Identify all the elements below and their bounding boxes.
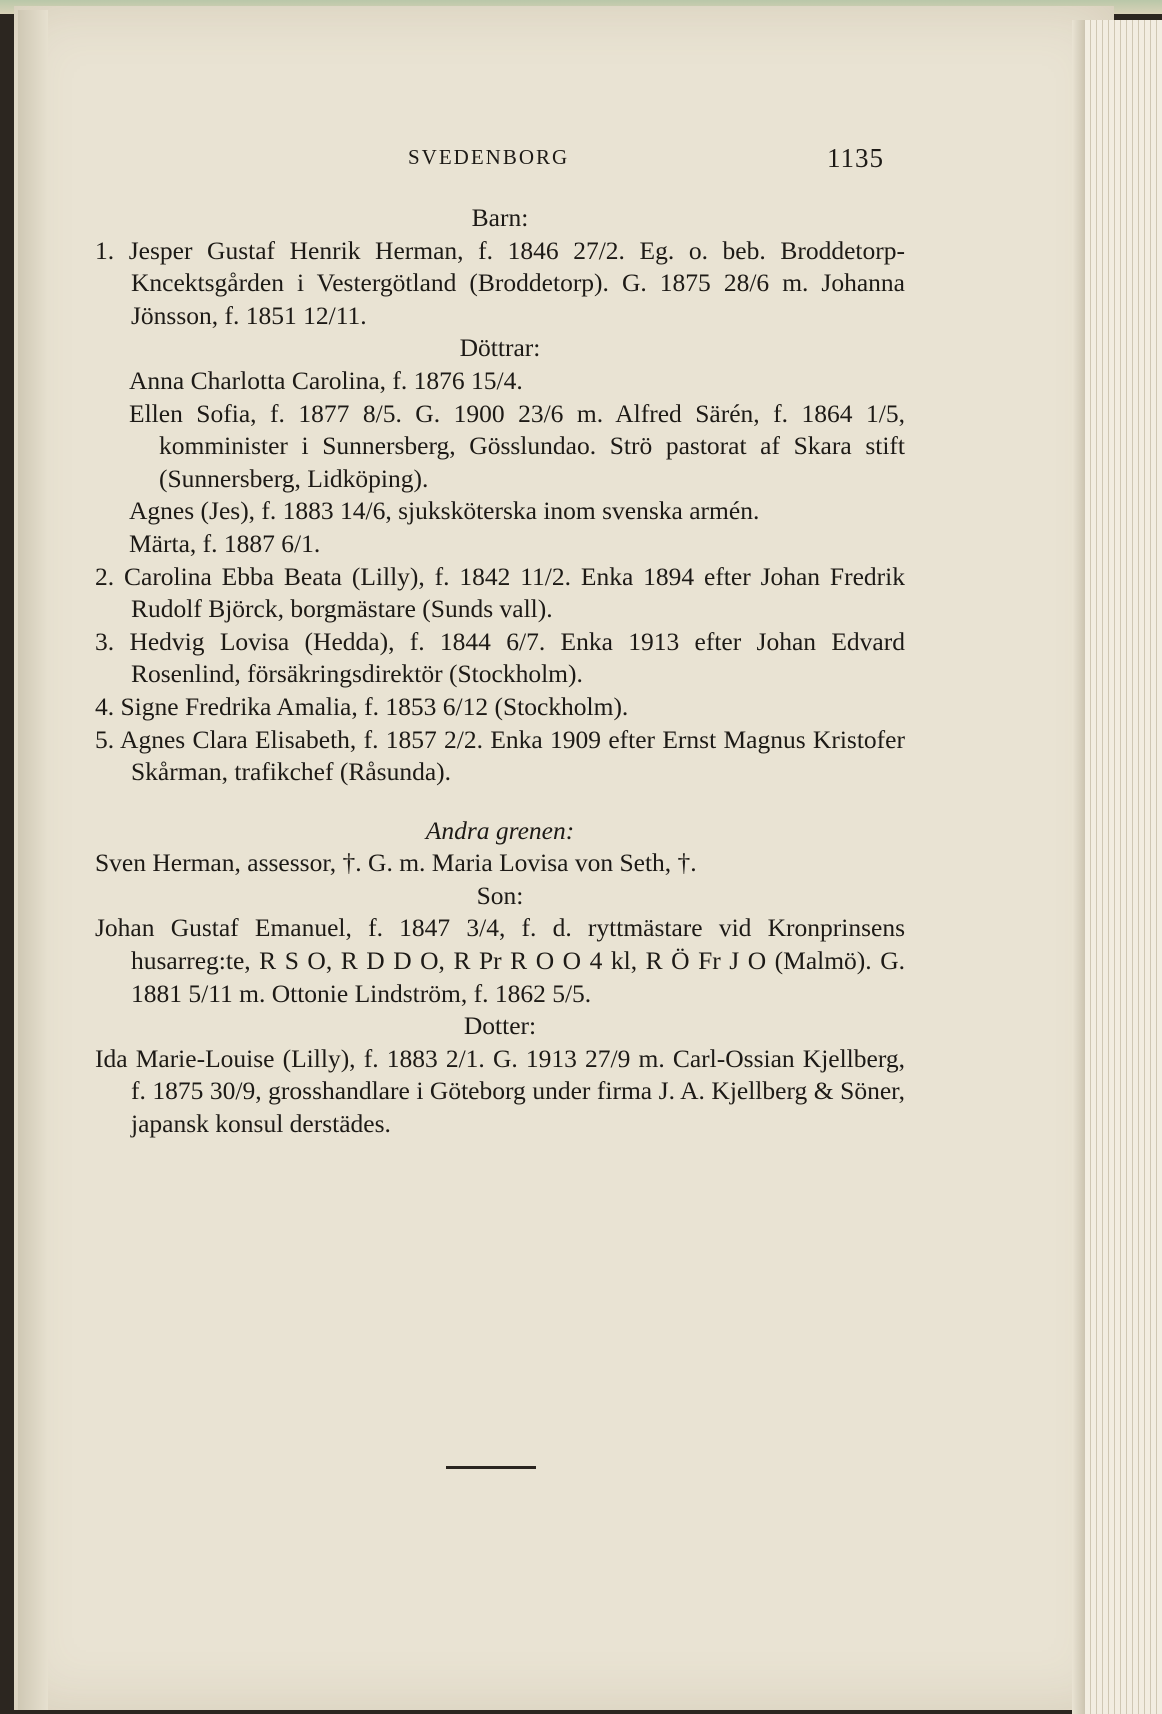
entry-1-jesper: 1. Jesper Gustaf Henrik Herman, f. 1846 27/2. Eg. o. beb. Broddetorp-Kncektsgården i Vestergötland (Broddetorp). G. 1875 28/6 m. Johanna Jönsson, f. 1851 12/11. — [95, 235, 905, 330]
entry-2-carolina: 2. Carolina Ebba Beata (Lilly), f. 1842 11/2. Enka 1894 efter Johan Fredrik Rudolf Björck, borgmästare (Sunds vall). — [95, 561, 905, 624]
entry-marta: Märta, f. 1887 6/1. — [129, 528, 321, 558]
page-right-shadow — [1072, 20, 1086, 1714]
page-stack-edges — [1085, 20, 1162, 1714]
entry-sven-herman: Sven Herman, assessor, †. G. m. Maria Lovisa von Seth, †. — [95, 848, 697, 878]
page-number: 1135 — [827, 143, 884, 173]
entry-5-agnes: 5. Agnes Clara Elisabeth, f. 1857 2/2. Enka 1909 efter Ernst Magnus Kristofer Skårman, trafikchef (Råsunda). — [95, 724, 905, 787]
entry-johan-gustaf: Johan Gustaf Emanuel, f. 1847 3/4, f. d. ryttmästare vid Kronprinsens husarreg:te, R S O, R D D O, R Pr R O O 4 kl, R Ö Fr J O (Malmö). G. 1881 5/11 m. Ottonie Lindström, f. 1862 5/5. — [95, 913, 905, 1008]
heading-barn: Barn: — [471, 203, 529, 232]
entry-ellen: Ellen Sofia, f. 1877 8/5. G. 1900 23/6 m. Alfred Särén, f. 1864 1/5, komminister i Sunnersberg, Gösslundao. Strö pastorat af Skara stift (Sunnersberg, Lidköping). — [129, 398, 905, 493]
heading-andra-grenen: Andra grenen: — [425, 815, 575, 845]
running-title: SVEDENBORG — [408, 145, 570, 169]
entry-3-hedvig: 3. Hedvig Lovisa (Hedda), f. 1844 6/7. Enka 1913 efter Johan Edvard Rosenlind, försäkringsdirektör (Stockholm). — [95, 626, 905, 689]
entry-anna: Anna Charlotta Carolina, f. 1876 15/4. — [129, 365, 523, 395]
entry-ida: Ida Marie-Louise (Lilly), f. 1883 2/1. G. 1913 27/9 m. Carl-Ossian Kjellberg, f. 1875 30/9, grosshandlare i Göteborg under firma J. A. Kjellberg & Söner, japansk konsul derstädes. — [95, 1043, 905, 1139]
closing-rule — [446, 1466, 536, 1469]
page-binding-edge — [18, 10, 48, 1710]
entry-agnes-jes: Agnes (Jes), f. 1883 14/6, sjuksköterska inom svenska armén. — [129, 496, 760, 526]
heading-dottrar: Döttrar: — [459, 333, 541, 363]
genealogy-text — [95, 202, 905, 1141]
heading-dotter: Dotter: — [463, 1011, 537, 1041]
entry-4-signe: 4. Signe Fredrika Amalia, f. 1853 6/12 (Stockholm). — [95, 691, 629, 721]
heading-son: Son: — [476, 880, 524, 910]
